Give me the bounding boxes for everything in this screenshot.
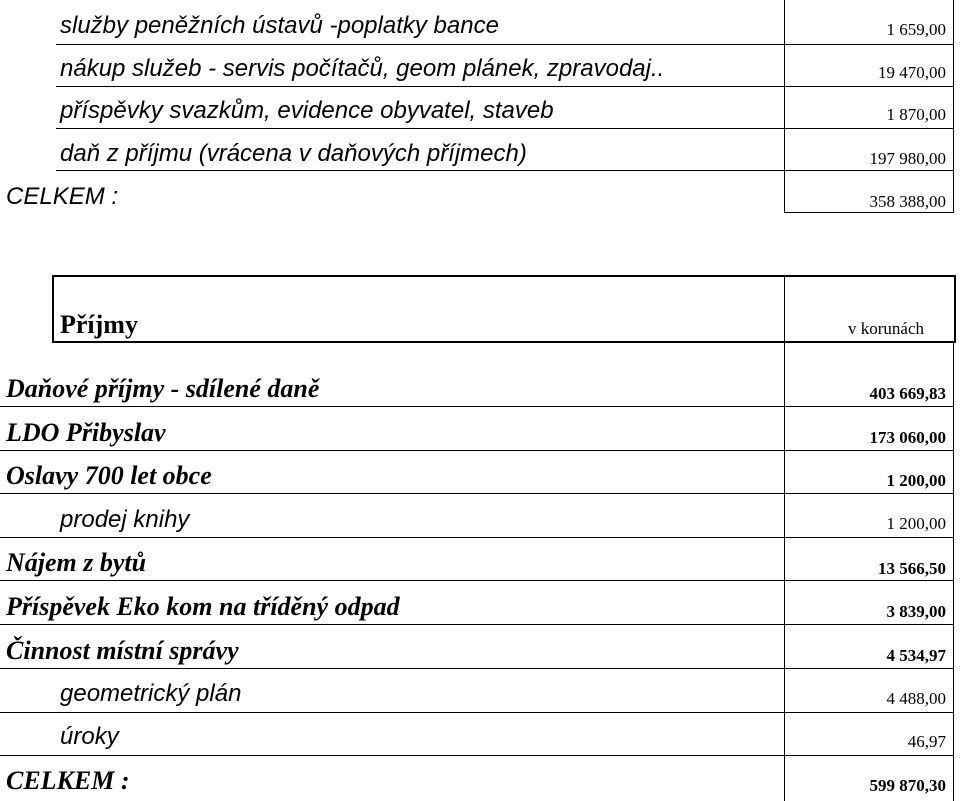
row-label: Nájem z bytů <box>6 548 147 577</box>
row-divider <box>0 450 954 451</box>
row-value: 4 534,97 <box>886 646 946 665</box>
row-divider <box>56 128 954 129</box>
upper-right-border <box>953 0 954 213</box>
total-label: CELKEM : <box>6 183 119 210</box>
row-label: prodej knihy <box>60 506 190 533</box>
row-divider <box>56 170 954 171</box>
row-value: 19 470,00 <box>878 63 946 82</box>
income-heading: Příjmy <box>60 310 138 339</box>
row-label: Oslavy 700 let obce <box>6 461 212 490</box>
row-divider <box>56 44 954 45</box>
row-value: 4 488,00 <box>886 689 946 708</box>
row-label: Činnost místní správy <box>6 636 239 665</box>
row-value: 1 200,00 <box>886 471 946 490</box>
total-value: 358 388,00 <box>869 192 946 211</box>
row-value: 1 659,00 <box>886 20 946 39</box>
row-value: 13 566,50 <box>878 559 946 578</box>
row-divider <box>0 755 954 756</box>
row-value: 403 669,83 <box>869 384 946 403</box>
row-divider <box>0 624 954 625</box>
header-left-border <box>52 275 54 343</box>
income-right-border <box>953 342 954 801</box>
row-divider <box>0 493 954 494</box>
header-top-border <box>52 275 956 277</box>
total-label: CELKEM : <box>6 766 130 795</box>
row-label: příspěvky svazkům, evidence obyvatel, staveb <box>60 97 554 124</box>
header-right-border <box>954 275 956 343</box>
row-value: 46,97 <box>907 732 946 751</box>
row-label: geometrický plán <box>60 680 242 707</box>
row-label: LDO Přibyslav <box>6 418 166 447</box>
total-value: 599 870,30 <box>869 776 946 795</box>
row-divider <box>0 537 954 538</box>
row-value: 3 839,00 <box>886 602 946 621</box>
row-divider <box>0 712 954 713</box>
row-value: 1 200,00 <box>886 514 946 533</box>
row-label: daň z příjmu (vrácena v daňových příjmech) <box>60 140 527 167</box>
row-label: Příspěvek Eko kom na tříděný odpad <box>6 592 400 621</box>
row-divider <box>0 580 954 581</box>
income-column-divider <box>784 276 785 801</box>
row-divider <box>56 86 954 87</box>
header-bottom-border <box>52 341 956 343</box>
upper-column-divider <box>784 0 785 213</box>
row-divider <box>0 668 954 669</box>
row-label: služby peněžních ústavů -poplatky bance <box>60 12 499 39</box>
unit-label: v korunách <box>847 319 924 338</box>
row-label: Daňové příjmy - sdílené daně <box>6 374 320 403</box>
total-underline <box>784 212 954 213</box>
row-label: úroky <box>60 723 119 750</box>
row-value: 173 060,00 <box>869 428 946 447</box>
row-label: nákup služeb - servis počítačů, geom plánek, zpravodaj.. <box>60 55 665 82</box>
row-value: 1 870,00 <box>886 105 946 124</box>
row-value: 197 980,00 <box>869 149 946 168</box>
row-divider <box>0 406 954 407</box>
